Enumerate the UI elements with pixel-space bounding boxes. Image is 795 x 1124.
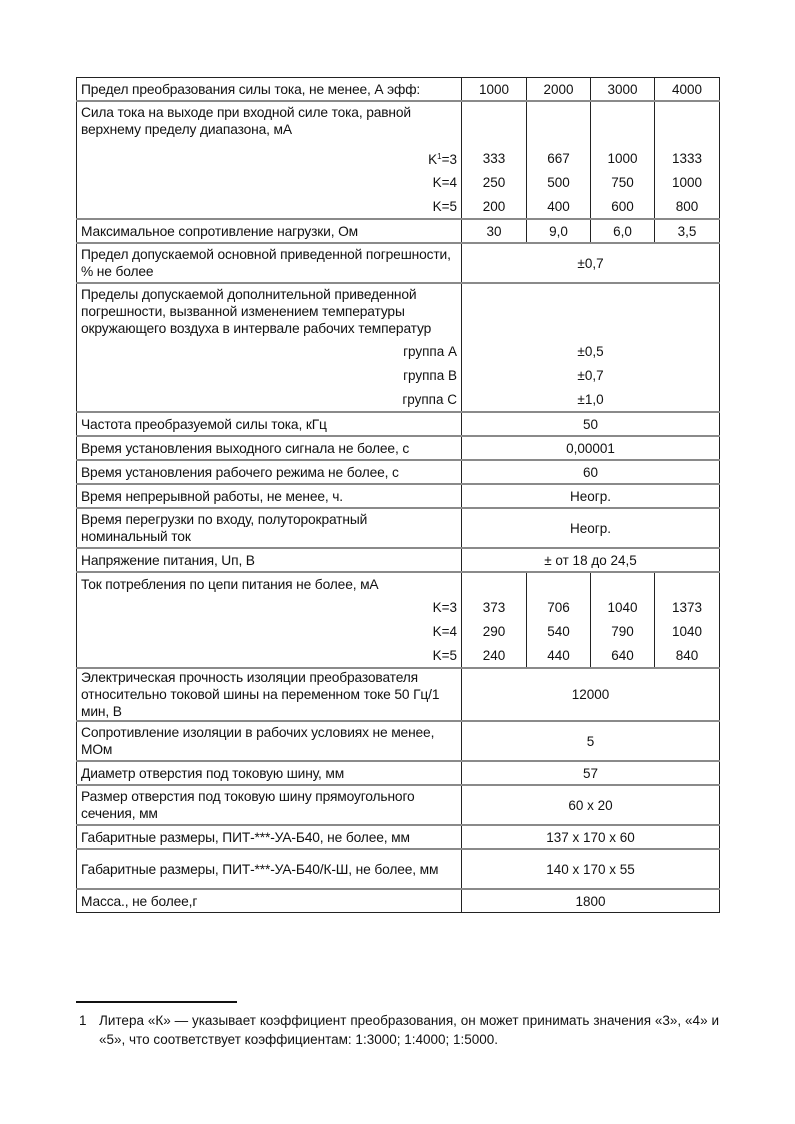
- row-label: Предел преобразования силы тока, не менее, А эфф:: [77, 78, 462, 102]
- cell-value: 400: [527, 194, 591, 219]
- table-row: [77, 484, 720, 508]
- cell-value: 240: [462, 643, 527, 668]
- cell-value: 840: [655, 643, 720, 668]
- cell-value: 540: [527, 619, 591, 643]
- cell-value: 333: [462, 146, 527, 170]
- table-row: [77, 508, 720, 548]
- cell-value: 373: [462, 595, 527, 619]
- footnote: [79, 1011, 719, 1049]
- k-label: K=4: [77, 619, 462, 643]
- cell-value: 706: [527, 595, 591, 619]
- cell-value: 1373: [655, 595, 720, 619]
- footnote-divider: [76, 1001, 237, 1003]
- table-row-supply-current-k4: [77, 619, 720, 643]
- cell-value: 1040: [591, 595, 655, 619]
- row-label: Время установления выходного сигнала не более, с: [77, 436, 462, 460]
- cell-value: ±0,7: [462, 243, 720, 283]
- row-label: Ток потребления по цепи питания не более, мА: [77, 572, 462, 595]
- row-label: Габаритные размеры, ПИТ-***-УА-Б40, не более, мм: [77, 825, 462, 849]
- cell-value: 600: [591, 194, 655, 219]
- cell-value: 1000: [591, 146, 655, 170]
- row-label: Частота преобразуемой силы тока, кГц: [77, 412, 462, 436]
- k-label: K=4: [77, 170, 462, 194]
- row-label: Размер отверстия под токовую шину прямоугольного сечения, мм: [77, 785, 462, 825]
- table-row-range: [77, 78, 720, 102]
- k-label: $K^1=3$: [77, 146, 462, 170]
- row-label: Напряжение питания, Uп, В: [77, 548, 462, 572]
- table-row-output-current-k4: [77, 170, 720, 194]
- table-row: [77, 761, 720, 785]
- cell-value: 12000: [462, 668, 720, 721]
- table-row-basic-error: [77, 243, 720, 283]
- cell-value: 667: [527, 146, 591, 170]
- table-row: [77, 548, 720, 572]
- row-label: Время непрерывной работы, не менее, ч.: [77, 484, 462, 508]
- table-row-additional-error-group-c: [77, 387, 720, 412]
- table-row: [77, 825, 720, 849]
- cell-value: 6,0: [591, 219, 655, 243]
- cell-value: 790: [591, 619, 655, 643]
- cell-value: Неогр.: [462, 484, 720, 508]
- table-row-supply-current-header: [77, 572, 720, 595]
- row-label: Габаритные размеры, ПИТ-***-УА-Б40/К-Ш, не более, мм: [77, 849, 462, 889]
- table-row: [77, 785, 720, 825]
- footnote-text: Литера «К» — указывает коэффициент преобразования, он может принимать значения «3», «4» и «5», что соответствует коэффициентам: 1:3000; 1:4000; 1:5000.: [99, 1013, 719, 1047]
- cell-value: 2000: [527, 78, 591, 102]
- cell-value: 3000: [591, 78, 655, 102]
- row-label: Масса., не более,г: [77, 889, 462, 913]
- cell-value: ± от 18 до 24,5: [462, 548, 720, 572]
- cell-value: 5: [462, 721, 720, 761]
- cell-value: 500: [527, 170, 591, 194]
- specifications-page: [76, 77, 719, 913]
- table-row: [77, 436, 720, 460]
- cell-value: ±0,7: [462, 363, 720, 387]
- row-label: Сопротивление изоляции в рабочих условиях не менее, МОм: [77, 721, 462, 761]
- table-row-supply-current-k3: [77, 595, 720, 619]
- cell-value: 1333: [655, 146, 720, 170]
- cell-value: 800: [655, 194, 720, 219]
- k-label: K=3: [77, 595, 462, 619]
- row-label: Предел допускаемой основной приведенной погрешности, % не более: [77, 243, 462, 283]
- table-row: [77, 889, 720, 913]
- footnote-ref[interactable]: 1: [437, 152, 442, 161]
- k-label: K=5: [77, 194, 462, 219]
- table-row: [77, 460, 720, 484]
- footnote-number: 1: [79, 1013, 87, 1028]
- table-row-max-load: [77, 219, 720, 243]
- cell-value: 200: [462, 194, 527, 219]
- cell-value: 4000: [655, 78, 720, 102]
- table-row-supply-current-k5: [77, 643, 720, 668]
- cell-value: 30: [462, 219, 527, 243]
- row-label: Максимальное сопротивление нагрузки, Ом: [77, 219, 462, 243]
- cell-value: 3,5: [655, 219, 720, 243]
- cell-value: 640: [591, 643, 655, 668]
- group-label: группа В: [77, 363, 462, 387]
- cell-value: 57: [462, 761, 720, 785]
- table-row: [77, 668, 720, 721]
- table-row-output-current-k3: [77, 146, 720, 170]
- table-row-additional-error-group-a: [77, 339, 720, 363]
- table-row-output-current-header: [77, 101, 720, 146]
- group-label: группа С: [77, 387, 462, 412]
- cell-value: 137 х 170 х 60: [462, 825, 720, 849]
- row-label: Время перегрузки по входу, полуторократный номинальный ток: [77, 508, 462, 548]
- cell-value: 750: [591, 170, 655, 194]
- row-label: Пределы допускаемой дополнительной приведенной погрешности, вызванной изменением температуры окружающего воздуха в интервале рабочих температур: [77, 283, 462, 339]
- row-label: Время установления рабочего режима не более, с: [77, 460, 462, 484]
- row-label: Сила тока на выходе при входной силе тока, равной верхнему пределу диапазона, мА: [77, 101, 462, 146]
- cell-value: 50: [462, 412, 720, 436]
- cell-value: 60: [462, 460, 720, 484]
- cell-value: 250: [462, 170, 527, 194]
- cell-value: 140 х 170 х 55: [462, 849, 720, 889]
- row-label: Диаметр отверстия под токовую шину, мм: [77, 761, 462, 785]
- row-label: Электрическая прочность изоляции преобразователя относительно токовой шины на переменном токе 50 Гц/1 мин, В: [77, 668, 462, 721]
- k-label: K=5: [77, 643, 462, 668]
- group-label: группа А: [77, 339, 462, 363]
- specifications-table: [76, 77, 720, 913]
- cell-value: 1000: [655, 170, 720, 194]
- cell-value: 290: [462, 619, 527, 643]
- table-row: [77, 412, 720, 436]
- cell-value: 1000: [462, 78, 527, 102]
- table-row-output-current-k5: [77, 194, 720, 219]
- cell-value: 0,00001: [462, 436, 720, 460]
- cell-value: 60 х 20: [462, 785, 720, 825]
- table-row: [77, 849, 720, 889]
- cell-value: 1040: [655, 619, 720, 643]
- cell-value: Неогр.: [462, 508, 720, 548]
- table-row-additional-error-header: [77, 283, 720, 339]
- cell-value: 9,0: [527, 219, 591, 243]
- table-row: [77, 721, 720, 761]
- cell-value: ±0,5: [462, 339, 720, 363]
- cell-value: ±1,0: [462, 387, 720, 412]
- table-row-additional-error-group-b: [77, 363, 720, 387]
- cell-value: 1800: [462, 889, 720, 913]
- cell-value: 440: [527, 643, 591, 668]
